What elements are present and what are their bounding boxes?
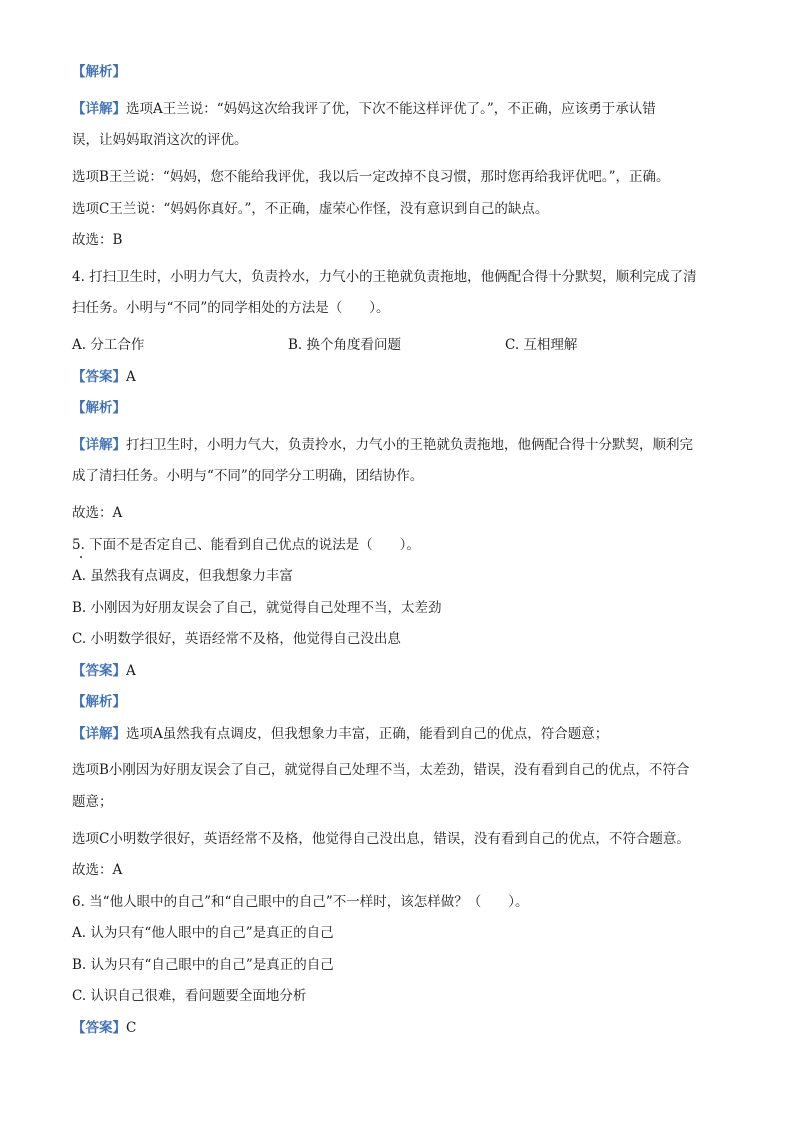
q4-question-line-2: 扫任务。小明与“不同”的同学相处的方法是（ ）。 [72,300,390,316]
q5-question: 5. 下面不是否定自己、能看到自己优点的说法是（ ）。 [72,536,420,553]
detail-tag: 【详解】 [72,100,126,117]
q5-option-b-analysis [72,755,722,818]
q5-analysis-heading [72,692,722,713]
q4-final-answer: 故选：A [72,505,123,521]
q4-option-b: B. 换个角度看问题 [288,337,402,353]
q5-detail-line [72,724,722,745]
detail-tag: 【详解】 [72,436,126,453]
answer-tag: 【答案】 [72,1019,126,1036]
q3-detail-line [72,94,722,126]
q4-question-line-1: 4. 打扫卫生时，小明力气大，负责拎水，力气小的王艳就负责拖地，他俩配合得十分默契，顺利完成了清 [72,268,697,285]
stray-mark [80,556,82,558]
q3-option-c-analysis: 选项C王兰说：“妈妈你真好。”，不正确，虚荣心作怪，没有意识到自己的缺点。 [72,200,549,217]
analysis-tag: 【解析】 [72,400,126,416]
q5-option-b-analysis-line-1: 选项B小刚因为好朋友误会了自己，就觉得自己处理不当，太差劲，错误，没有看到自己的优点，不符合 [72,762,690,778]
q4-options [72,335,722,356]
q6-question: 6. 当“他人眼中的自己”和“自己眼中的自己”不一样时，该怎样做？（ ）。 [72,893,529,910]
q3-detail-paragraph [72,94,722,157]
q4-detail-text-1: 打扫卫生时，小明力气大，负责拎水，力气小的王艳就负责拖地，他俩配合得十分默契，顺利完 [126,436,693,453]
q5-option-c-analysis: 选项C小明数学很好，英语经常不及格，他觉得自己没出息，错误，没有看到自己的优点，不符合题意。 [72,830,690,847]
q5-option-b: B. 小刚因为好朋友误会了自己，就觉得自己处理不当，太差劲 [72,599,442,616]
q6-answer-value: C [126,1019,137,1036]
q5-final-answer: 故选：A [72,862,123,878]
q3-final-answer: 故选：B [72,232,123,248]
q4-answer [72,367,722,388]
answer-tag: 【答案】 [72,662,126,679]
q4-analysis-heading [72,398,722,419]
q6-option-a: A. 认为只有“他人眼中的自己”是真正的自己 [72,925,334,941]
detail-tag: 【详解】 [72,725,126,742]
document-page [72,62,722,1049]
analysis-tag: 【解析】 [72,64,126,80]
q5-option-a: A. 虽然我有点调皮，但我想象力丰富 [72,568,293,584]
q5-option-c: C. 小明数学很好，英语经常不及格，他觉得自己没出息 [72,631,401,647]
q3-analysis-heading [72,62,722,83]
q6-answer [72,1018,722,1039]
answer-tag: 【答案】 [72,368,126,385]
q4-option-c: C. 互相理解 [505,337,578,353]
q6-option-b: B. 认为只有“自己眼中的自己”是真正的自己 [72,956,334,973]
analysis-tag: 【解析】 [72,694,126,710]
q4-question [72,262,722,325]
q5-detail-text-1: 选项A虽然我有点调皮，但我想象力丰富，正确，能看到自己的优点，符合题意； [126,725,609,742]
q4-detail-text-2: 成了清扫任务。小明与“不同”的同学分工明确，团结协作。 [72,468,424,484]
q5-answer-value: A [126,662,136,679]
q6-option-c: C. 认识自己很难，看问题要全面地分析 [72,988,307,1004]
q3-detail-text-1: 选项A王兰说：“妈妈这次给我评了优，下次不能这样评优了。”，不正确，应该勇于承认错 [126,100,656,117]
q4-option-a: A. 分工合作 [72,337,145,353]
q4-answer-value: A [126,368,136,385]
q5-answer [72,661,722,682]
q4-detail-paragraph [72,430,722,493]
q5-option-b-analysis-line-2: 题意； [72,793,113,810]
q4-detail-line [72,430,722,462]
q3-option-b-analysis: 选项B王兰说：“妈妈，您不能给我评优，我以后一定改掉不良习惯，那时您再给我评优吧。”，正确。 [72,169,670,185]
q3-detail-text-2: 误，让妈妈取消这次的评优。 [72,132,248,148]
